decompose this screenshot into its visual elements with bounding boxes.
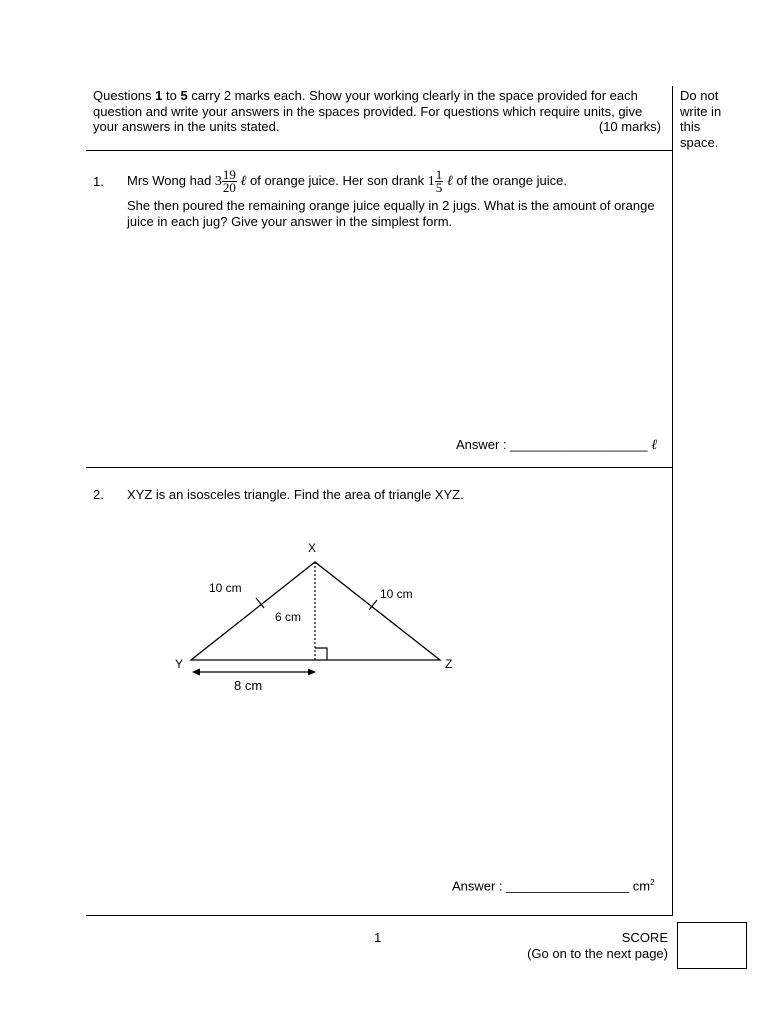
q1-text-c: of the orange juice. xyxy=(452,173,567,188)
question-2-number: 2. xyxy=(93,487,104,502)
right-angle-mark xyxy=(315,648,327,660)
side-xy-label: 10 cm xyxy=(209,581,242,595)
answer-blank: Answer : ___________________ xyxy=(456,437,648,452)
instructions-text-start: Questions xyxy=(93,88,156,103)
question-2-answer-line xyxy=(452,878,655,893)
question-2-text: XYZ is an isosceles triangle. Find the area of triangle XYZ. xyxy=(127,487,464,502)
q1-fraction-1-whole: 3 xyxy=(214,174,222,189)
litre-symbol: ℓ xyxy=(240,174,247,189)
q1-fraction-2-numerator: 1 xyxy=(435,167,443,183)
answer-blank: Answer : _________________ xyxy=(452,878,630,894)
answer-unit: cm xyxy=(632,878,651,894)
answer-unit-exponent: 2 xyxy=(650,878,655,887)
question-1-line-2: She then poured the remaining orange juice equally in 2 jugs. What is the amount of orange juice in each jug? Give your answer in the simplest form. xyxy=(127,198,655,229)
arrow-right-icon xyxy=(308,669,316,676)
arrow-left-icon xyxy=(192,669,200,676)
height-label: 6 cm xyxy=(275,610,302,624)
side-xz-label: 10 cm xyxy=(380,587,413,601)
vertex-z-label: Z xyxy=(445,657,453,671)
instructions-last-question: 5 xyxy=(180,88,188,103)
do-not-write-note: Do not write in this space. xyxy=(680,88,722,150)
vertex-x-label: X xyxy=(308,541,317,555)
next-page-note: (Go on to the next page) xyxy=(527,946,668,961)
q1-fraction-2-denominator: 5 xyxy=(435,180,443,196)
litre-symbol: ℓ xyxy=(446,174,453,189)
score-box[interactable] xyxy=(677,922,747,969)
page-number: 1 xyxy=(374,930,382,945)
q1-fraction-1-numerator: 19 xyxy=(222,167,236,183)
vertex-y-label: Y xyxy=(175,657,184,671)
q1-text-b: of orange juice. Her son drank xyxy=(246,173,428,188)
score-label: SCORE xyxy=(621,930,668,945)
q1-fraction-2-whole: 1 xyxy=(427,174,435,189)
total-marks: (10 marks) xyxy=(598,119,661,134)
base-half-label: 8 cm xyxy=(234,678,263,693)
instructions-text-rest: carry 2 marks each. Show your working clearly in the space provided for each question and write your answers in the spaces provided. For questions which require units, give your answers in the units stated. xyxy=(93,88,643,134)
instructions-first-question: 1 xyxy=(155,88,163,103)
answer-unit: ℓ xyxy=(651,438,658,453)
instructions-to: to xyxy=(162,88,181,103)
q1-fraction-1-denominator: 20 xyxy=(222,180,236,196)
question-1-number: 1. xyxy=(93,174,104,189)
q1-text-a: Mrs Wong had xyxy=(127,173,215,188)
